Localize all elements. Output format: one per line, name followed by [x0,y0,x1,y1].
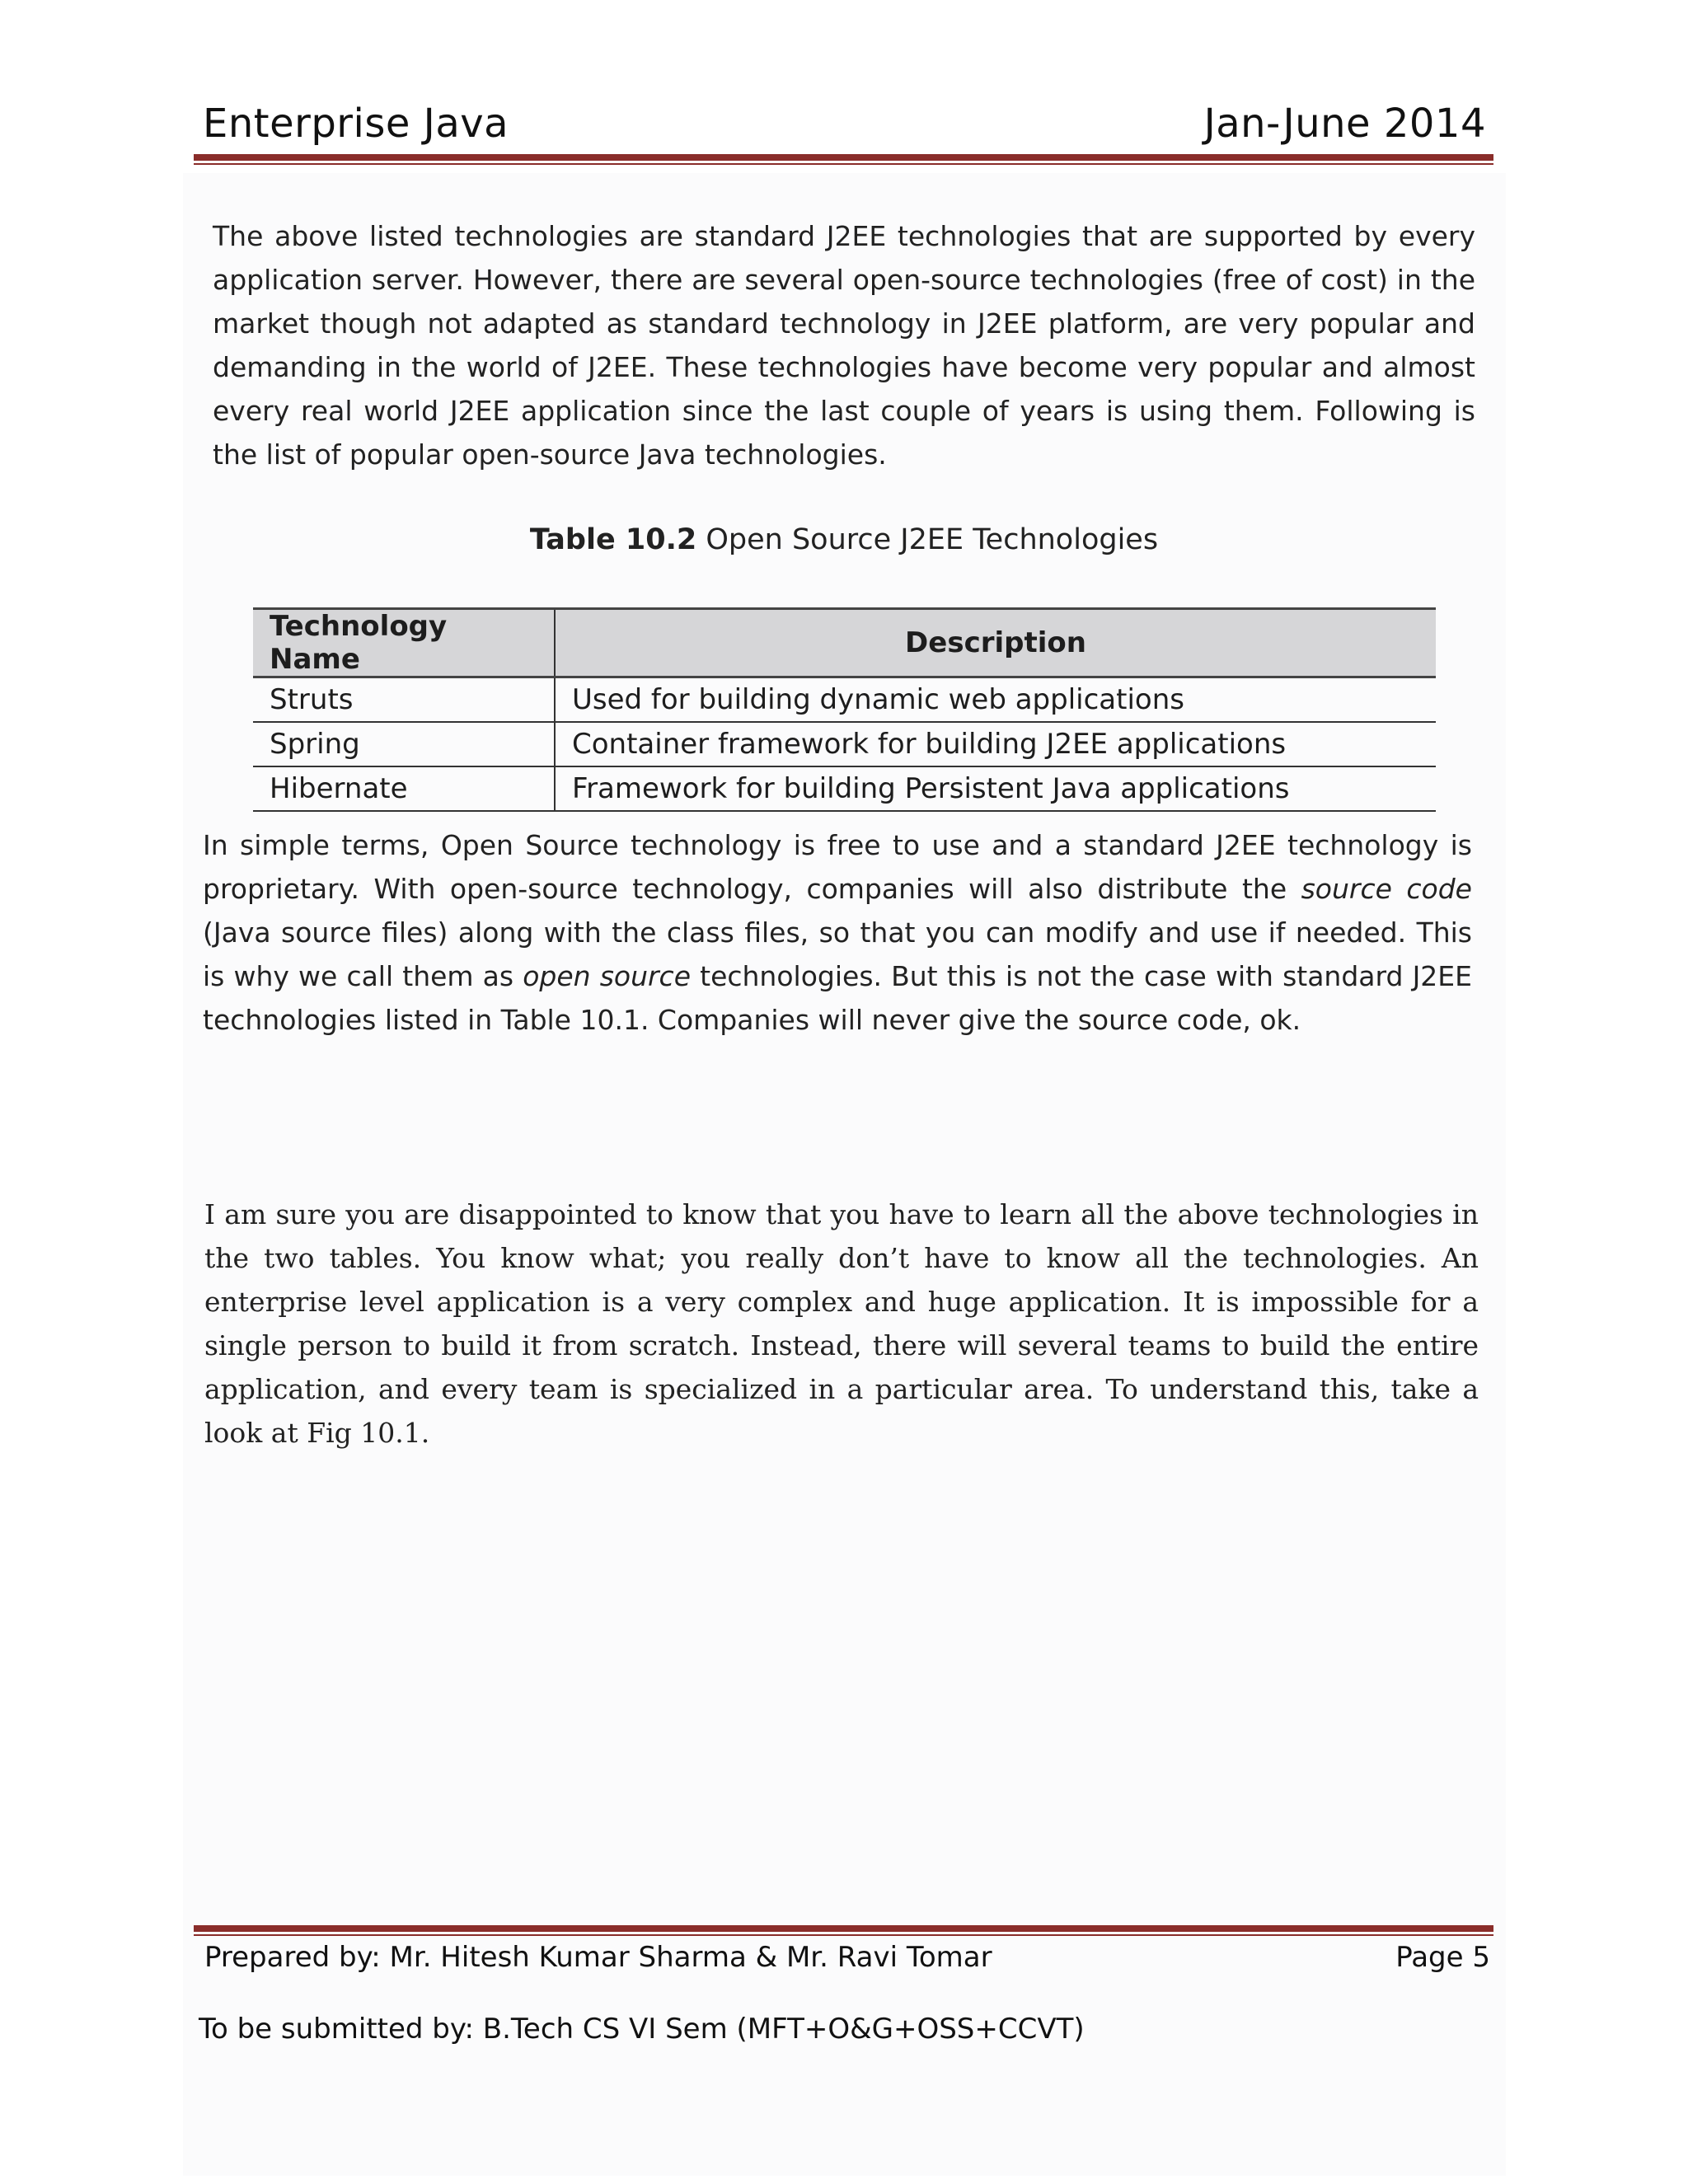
footer-rule [194,1925,1493,1936]
technology-name-cell: Hibernate [253,766,555,811]
description-cell: Used for building dynamic web applications [555,677,1436,723]
table-header-row [253,609,1436,677]
text-run: technologies. But this is not the case with standard J2EE technologies listed in Table 10.1. Companies will never give the source code, ok. [203,960,1473,1036]
footer-prepared-by: Prepared by: Mr. Hitesh Kumar Sharma & Mr. Ravi Tomar [204,1941,992,1974]
table-caption [0,523,1688,556]
open-source-technologies-table [253,607,1436,812]
text-run: In simple terms, Open Source technology is free to use and a standard J2EE technology is proprietary. With open-source technology, companies will also distribute the [203,829,1472,905]
footer-page-number: Page 5 [1395,1941,1490,1974]
text-run: (Java source files) along with the class files, so that you can modify and use if needed. This is why we call them as [203,916,1472,992]
open-source-explanation-paragraph [203,823,1472,1042]
header-term: Jan-June 2014 [1203,101,1486,147]
description-cell: Container framework for building J2EE applications [555,722,1436,766]
table-row [253,766,1436,811]
table-caption-label: Table 10.2 [529,523,697,556]
table-row [253,722,1436,766]
column-header-description: Description [555,609,1436,677]
footer-submitted-by: To be submitted by: B.Tech CS VI Sem (MFT+O&G+OSS+CCVT) [199,2013,1085,2046]
enterprise-application-paragraph: I am sure you are disappointed to know that you have to learn all the above technologies in the two tables. You know what; you really don’t have to know all the technologies. An enterprise level application is a very complex and huge application. It is impossible for a single person to build it from scratch. Instead, there will several teams to build the entire application, and every team is specialized in a particular area. To understand this, take a look at Fig 10.1. [204,1198,1479,1449]
column-header-technology-name: Technology Name [253,609,555,677]
italic-term-open-source: open source [523,960,692,992]
header-title: Enterprise Java [203,101,509,147]
intro-paragraph: The above listed technologies are standard J2EE technologies that are supported by every application server. However, there are several open-source technologies (free of cost) in the market though not adapted as standard technology in J2EE platform, are very popular and demanding in the world of J2EE. These technologies have become very popular and almost every real world J2EE application since the last couple of years is using them. Following is the list of popular open-source Java technologies. [213,220,1475,471]
table-row [253,677,1436,723]
technology-name-cell: Struts [253,677,555,723]
technology-name-cell: Spring [253,722,555,766]
italic-term-source-code: source code [1301,873,1472,905]
description-cell: Framework for building Persistent Java applications [555,766,1436,811]
header-rule [194,154,1493,165]
table-caption-text: Open Source J2EE Technologies [696,523,1159,556]
